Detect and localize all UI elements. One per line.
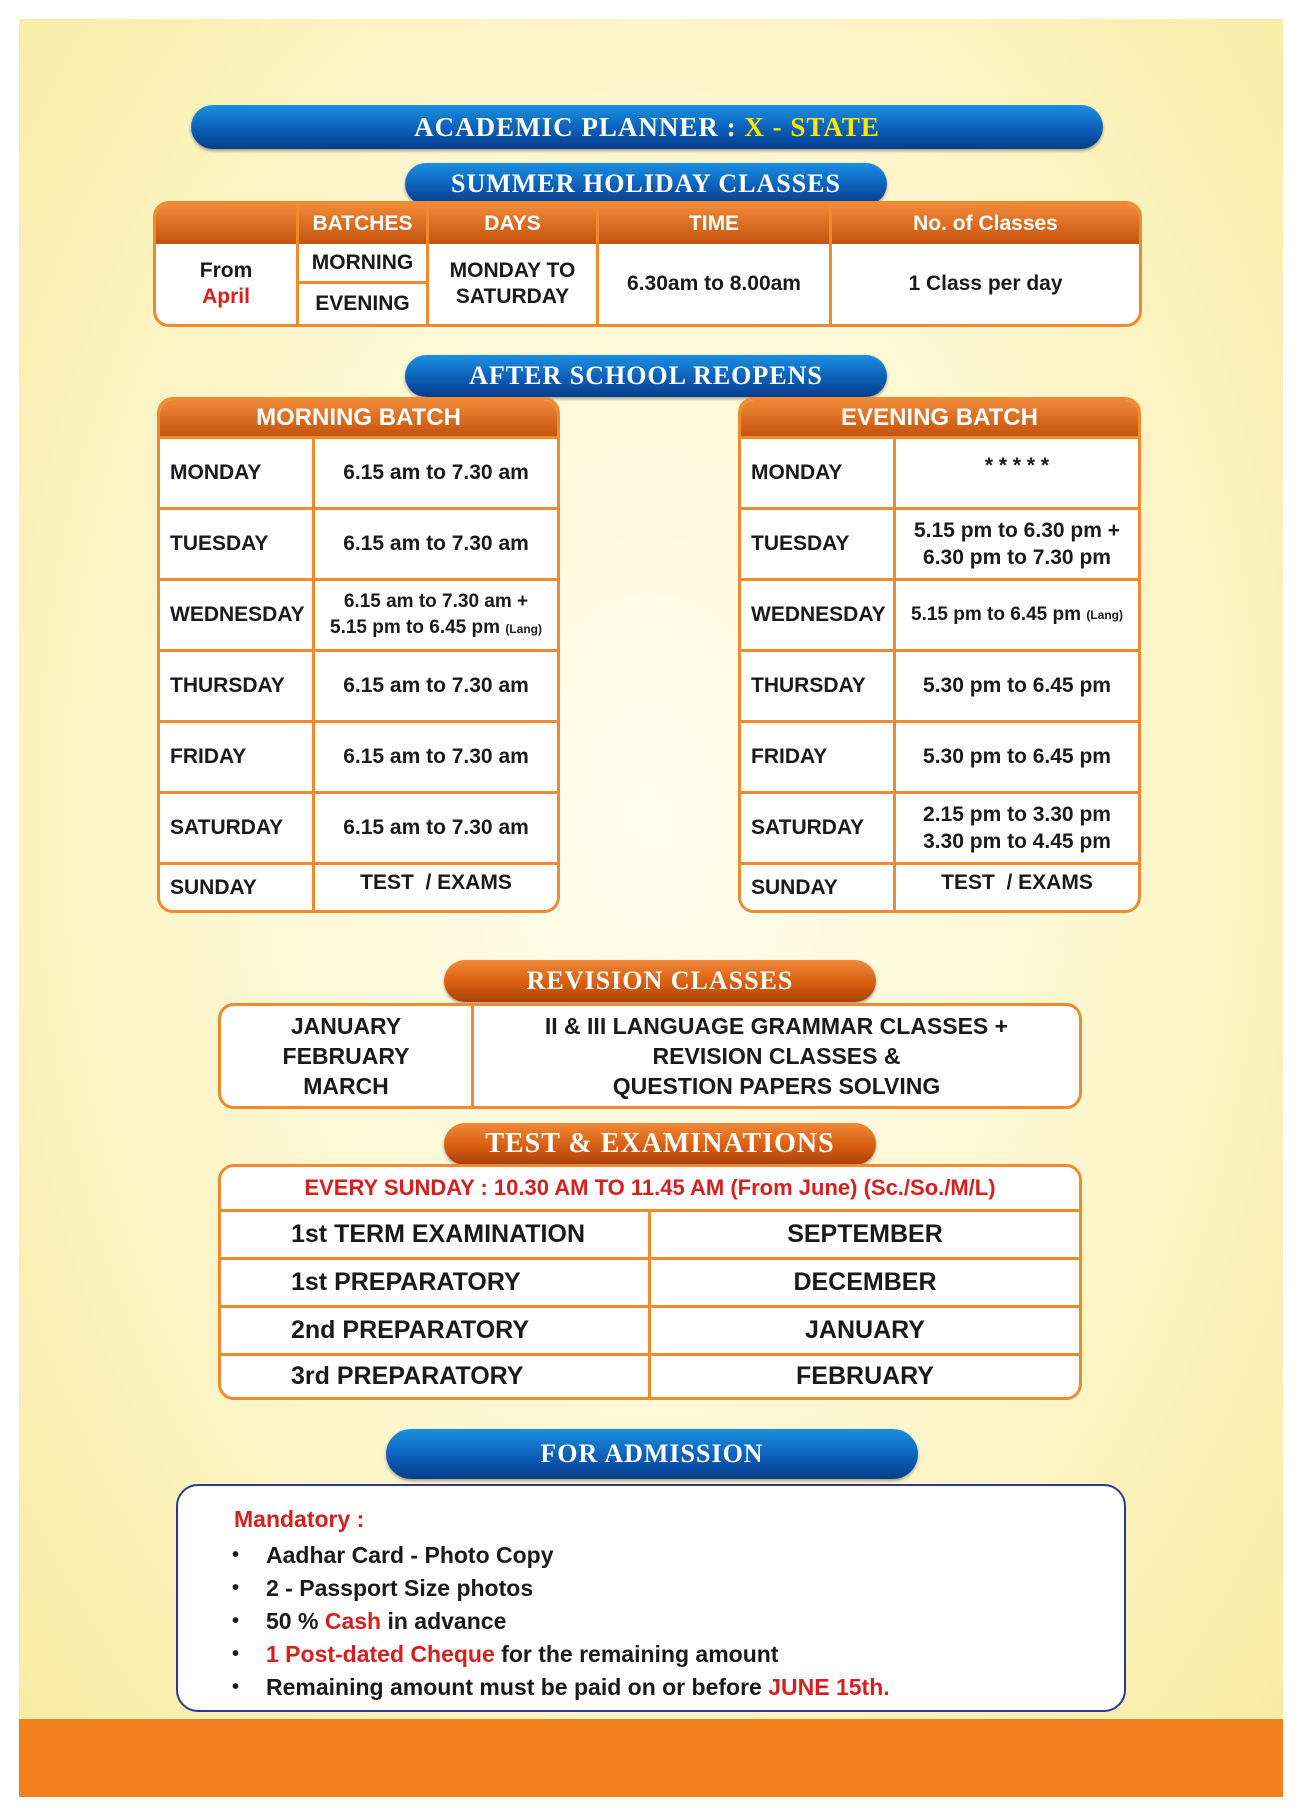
tests-table	[218, 1164, 1082, 1400]
test-exam-2: 1st PREPARATORY	[291, 1268, 521, 1296]
morning-day-tuesday: TUESDAY	[170, 532, 269, 555]
evening-batch-title: EVENING BATCH	[741, 400, 1138, 436]
summer-time: 6.30am to 8.00am	[627, 272, 801, 295]
morning-time-sunday: TEST / EXAMS	[360, 871, 512, 894]
admission-list	[226, 1539, 890, 1704]
evening-day-saturday: SATURDAY	[751, 816, 865, 839]
test-month-3: JANUARY	[805, 1316, 925, 1344]
bullet-icon: •	[232, 1676, 240, 1698]
evening-day-sunday: SUNDAY	[751, 875, 838, 899]
morning-batch-table	[157, 397, 560, 913]
summer-header-classes: No. of Classes	[913, 212, 1058, 235]
morning-day-thursday: THURSDAY	[170, 674, 285, 697]
admission-item-cash: • 50 % Cash in advance	[226, 1605, 890, 1638]
admission-mandatory: Mandatory :	[234, 1506, 365, 1532]
evening-time-thursday: 5.30 pm to 6.45 pm	[923, 674, 1111, 697]
bullet-icon: •	[232, 1577, 240, 1599]
morning-time-monday: 6.15 am to 7.30 am	[343, 461, 529, 484]
page-title: ACADEMIC PLANNER : X - STATE	[191, 105, 1103, 149]
footer-bar	[19, 1719, 1283, 1797]
tests-heading: TEST & EXAMINATIONS	[444, 1123, 876, 1165]
admission-heading: FOR ADMISSION	[386, 1429, 918, 1479]
evening-day-friday: FRIDAY	[751, 745, 828, 768]
bullet-icon: •	[232, 1544, 240, 1566]
admission-box	[176, 1484, 1126, 1712]
tests-sunday-schedule: EVERY SUNDAY : 10.30 AM TO 11.45 AM (From June) (Sc./So./M/L)	[304, 1175, 996, 1200]
test-month-2: DECEMBER	[793, 1268, 937, 1296]
revision-months: JANUARY FEBRUARY MARCH	[282, 1013, 410, 1099]
revision-details: II & III LANGUAGE GRAMMAR CLASSES + REVISION CLASSES & QUESTION PAPERS SOLVING	[544, 1013, 1009, 1099]
summer-classes: 1 Class per day	[908, 272, 1063, 295]
test-exam-1: 1st TERM EXAMINATION	[291, 1220, 585, 1248]
summer-header-batches: BATCHES	[312, 212, 413, 235]
planner-page	[19, 19, 1283, 1797]
morning-time-friday: 6.15 am to 7.30 am	[343, 745, 529, 768]
morning-day-saturday: SATURDAY	[170, 816, 284, 839]
evening-time-wednesday: 5.15 pm to 6.45 pm (Lang)	[911, 604, 1123, 625]
morning-time-saturday: 6.15 am to 7.30 am	[343, 816, 529, 839]
bullet-icon: •	[232, 1643, 240, 1665]
revision-heading: REVISION CLASSES	[444, 960, 876, 1002]
evening-batch-table	[738, 397, 1141, 913]
test-exam-4: 3rd PREPARATORY	[291, 1362, 524, 1390]
evening-day-tuesday: TUESDAY	[751, 532, 850, 555]
evening-time-tuesday: 5.15 pm to 6.30 pm + 6.30 pm to 7.30 pm	[913, 519, 1120, 569]
morning-time-wednesday: 6.15 am to 7.30 am + 5.15 pm to 6.45 pm (Lang)	[330, 590, 542, 638]
summer-table	[153, 201, 1142, 327]
reopen-heading: AFTER SCHOOL REOPENS	[405, 355, 887, 397]
morning-day-sunday: SUNDAY	[170, 875, 257, 899]
summer-from: From April	[199, 259, 253, 308]
morning-time-thursday: 6.15 am to 7.30 am	[343, 674, 529, 697]
morning-time-tuesday: 6.15 am to 7.30 am	[343, 532, 529, 555]
evening-time-sunday: TEST / EXAMS	[941, 871, 1093, 894]
test-month-1: SEPTEMBER	[787, 1220, 943, 1248]
summer-days: MONDAY TO SATURDAY	[449, 259, 576, 308]
evening-day-wednesday: WEDNESDAY	[751, 603, 886, 626]
test-month-4: FEBRUARY	[796, 1362, 934, 1390]
evening-day-monday: MONDAY	[751, 461, 843, 484]
morning-batch-title: MORNING BATCH	[160, 400, 557, 436]
morning-day-monday: MONDAY	[170, 461, 262, 484]
summer-header-days: DAYS	[484, 212, 541, 235]
evening-day-thursday: THURSDAY	[751, 674, 866, 697]
revision-table	[218, 1003, 1082, 1109]
admission-item-cheque: • 1 Post-dated Cheque for the remaining amount	[226, 1638, 890, 1671]
summer-batch-evening: EVENING	[315, 292, 410, 315]
summer-header-time: TIME	[688, 212, 740, 235]
bullet-icon: •	[232, 1610, 240, 1632]
test-exam-3: 2nd PREPARATORY	[291, 1316, 529, 1344]
summer-heading: SUMMER HOLIDAY CLASSES	[405, 163, 887, 205]
summer-batch-morning: MORNING	[311, 250, 414, 274]
evening-time-saturday: 2.15 pm to 3.30 pm 3.30 pm to 4.45 pm	[923, 803, 1111, 853]
admission-item-aadhar: • Aadhar Card - Photo Copy	[226, 1539, 890, 1572]
evening-time-friday: 5.30 pm to 6.45 pm	[923, 745, 1111, 768]
morning-day-friday: FRIDAY	[170, 745, 247, 768]
admission-item-photos: • 2 - Passport Size photos	[226, 1572, 890, 1605]
evening-time-monday: * * * * *	[984, 454, 1050, 477]
admission-item-deadline: • Remaining amount must be paid on or before JUNE 15th.	[226, 1671, 890, 1704]
morning-day-wednesday: WEDNESDAY	[170, 603, 305, 626]
